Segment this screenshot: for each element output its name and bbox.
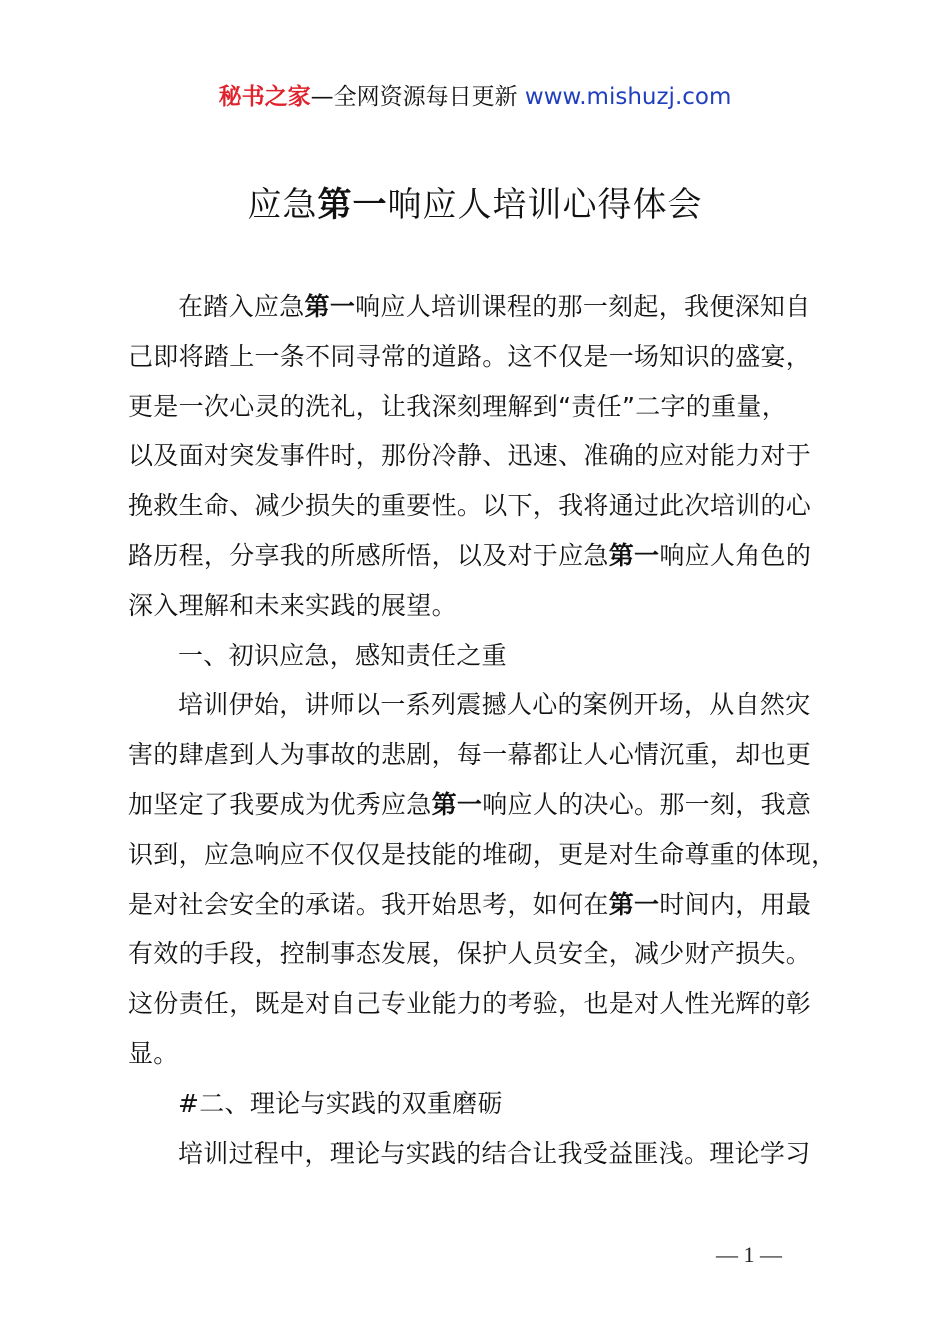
paragraph-1-line-2: 己即将踏上一条不同寻常的道路。这不仅是一场知识的盛宴， <box>128 341 812 371</box>
title-part-2: 响应人培训心得体会 <box>387 185 703 225</box>
paragraph-2-line-5: 是对社会安全的承诺。我开始思考，如何在第一时间内，用最 <box>128 889 812 919</box>
paragraph-1-line-5: 挽救生命、减少损失的重要性。以下，我将通过此次培训的心 <box>128 491 812 521</box>
paragraph-2-line-2: 害的肆虐到人为事故的悲剧，每一幕都让人心情沉重，却也更 <box>128 740 812 770</box>
paragraph-2-line-1: 培训伊始，讲师以一系列震撼人心的案例开场，从自然灾 <box>178 690 811 720</box>
paragraph-1-line-4: 以及面对突发事件时，那份冷静、迅速、准确的应对能力对于 <box>128 441 812 471</box>
paragraph-2-line-4: 识到，应急响应不仅仅是技能的堆砌，更是对生命尊重的体现， <box>128 839 837 869</box>
document-body <box>128 282 838 1178</box>
paragraph-1-line-6: 路历程，分享我的所感所悟，以及对于应急第一响应人角色的 <box>128 540 812 570</box>
header-tagline: —全网资源每日更新 <box>310 84 518 110</box>
title-part-1: 应急 <box>247 185 318 225</box>
paragraph-3-line-1: 培训过程中，理论与实践的结合让我受益匪浅。理论学习 <box>178 1138 811 1168</box>
paragraph-1-line-3: 更是一次心灵的洗礼，让我深刻理解到“责任”二字的重量， <box>128 391 788 421</box>
section-heading-1: 一、初识应急，感知责任之重 <box>178 640 507 670</box>
page-number: — 1 — <box>716 1242 782 1267</box>
site-url-link[interactable]: www.mishuzj.com <box>524 84 732 110</box>
brand-name: 秘书之家 <box>218 84 311 110</box>
paragraph-1-line-1: 在踏入应急第一响应人培训课程的那一刻起，我便深知自 <box>178 292 811 321</box>
title-bold: 第一 <box>317 185 388 225</box>
paragraph-2-line-8: 显。 <box>128 1038 179 1068</box>
paragraph-2-line-6: 有效的手段，控制事态发展，保护人员安全，减少财产损失。 <box>128 939 812 969</box>
paragraph-2-line-7: 这份责任，既是对自己专业能力的考验，也是对人性光辉的彰 <box>128 989 812 1019</box>
site-header <box>0 80 950 114</box>
document-title <box>0 182 950 228</box>
paragraph-2-line-3: 加坚定了我要成为优秀应急第一响应人的决心。那一刻，我意 <box>128 789 812 819</box>
section-heading-2: #二、理论与实践的双重磨砺 <box>178 1088 503 1118</box>
paragraph-1-line-7: 深入理解和未来实践的展望。 <box>128 590 457 620</box>
